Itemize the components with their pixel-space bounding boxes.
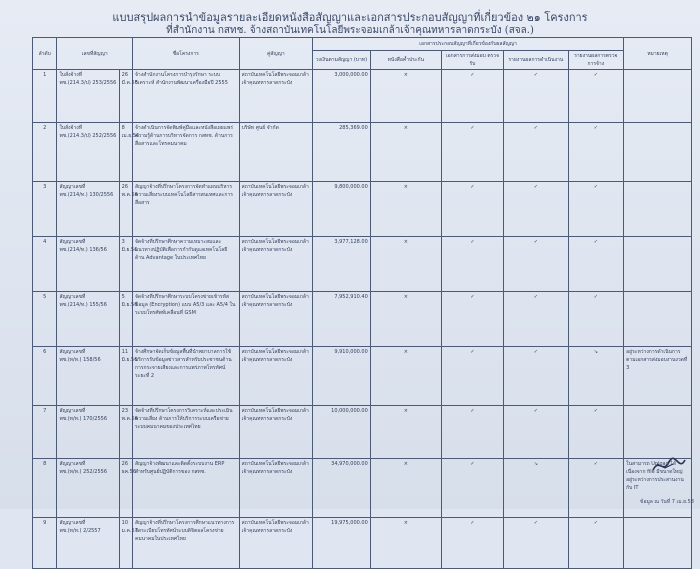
- row-project: จ้างสำนักงานโครงการบำรุงรักษา ระบบ วิเคราะห์ สำนักงานพัฒนาเครื่องมือปี 2555: [132, 70, 239, 123]
- row-project: สัญญาจ้างที่ปรึกษาโครงการจัดทำแผนบริหารความเสี่ยงระบบเทคโนโลยีสารสนเทศและการสื่อสาร: [132, 182, 239, 237]
- row-contractor: สถาบันเทคโนโลยีพระจอมเกล้าเจ้าคุณทหารลาดกระบัง: [239, 292, 312, 347]
- row-project: จัดจ้างที่ปรึกษาโครงการวิเคราะห์และประเมินความเสี่ยง ด้านการให้บริการระบบเครือข่ายระบบคมนาคมของประเทศไทย: [132, 406, 239, 459]
- row-contract-no: [57, 70, 119, 123]
- row-mark-guarantee: ×: [370, 518, 441, 569]
- row-contract-type: สัญญาเลขที่: [59, 461, 86, 467]
- row-contractor: สถาบันเทคโนโลยีพระจอมเกล้าเจ้าคุณทหารลาดกระบัง: [239, 518, 312, 569]
- row-mark-committee: ✓: [568, 518, 624, 569]
- row-mark-committee: ✓: [568, 406, 624, 459]
- row-day: [119, 292, 138, 347]
- row-amount: 10,000,000.00: [312, 406, 370, 459]
- row-date-month: มิ.ย.56: [121, 302, 138, 308]
- header-report: รายงานผลการดำเนินงาน: [504, 51, 568, 70]
- row-remarks: [624, 182, 692, 237]
- row-no: 9: [33, 518, 57, 569]
- row-date-month: พ.ค.56: [121, 192, 138, 198]
- row-contract-no: [57, 123, 119, 182]
- row-contract-no: [57, 292, 119, 347]
- row-mark-inspection: ✓: [441, 70, 503, 123]
- row-mark-committee: ↘: [568, 347, 624, 406]
- row-contractor: สถาบันเทคโนโลยีพระจอมเกล้าเจ้าคุณทหารลาดกระบัง: [239, 347, 312, 406]
- row-mark-inspection: ✓: [441, 292, 503, 347]
- row-amount: 285,369.00: [312, 123, 370, 182]
- row-project: สัญญาจ้างพัฒนาและติดตั้งระบบงาน ERP สำหรับศูนย์ปฏิบัติการของ กสทช.: [132, 459, 239, 518]
- row-date-day: 8: [121, 125, 125, 131]
- row-contract-type: สัญญาเลขที่: [59, 294, 86, 300]
- row-mark-guarantee: ×: [370, 347, 441, 406]
- row-date-day: 5: [121, 294, 125, 300]
- row-contract-type: สัญญาเลขที่: [59, 239, 86, 245]
- row-project: จ้างดำเนินการจัดพิมพ์คู่มือและหนังสือเผยแพร่ความรู้ด้านการบริหารจัดการ กสทช. ด้านการสื่อสารและโทรคมนาคม: [132, 123, 239, 182]
- row-contract-no: [57, 182, 119, 237]
- row-contract-type: สัญญาเลขที่: [59, 520, 86, 526]
- row-project: จัดจ้างที่ปรึกษาศึกษาความเหมาะสมและแนวทางปฏิบัติเพื่อการกำกับดูแลเทคโนโลยี ด้าน Advantage ในประเทศไทย: [132, 237, 239, 292]
- row-contract-no: [57, 459, 119, 518]
- row-mark-report: ✓: [504, 70, 568, 123]
- row-no: 8: [33, 459, 57, 518]
- row-no: 3: [33, 182, 57, 237]
- header-docs-group: เอกสารประกอบสัญญาที่เกี่ยวข้องกับผลสัญญา: [312, 38, 623, 51]
- row-date-day: 26: [121, 461, 129, 467]
- header-no: ลำดับ: [33, 38, 57, 70]
- row-mark-committee: ✓: [568, 237, 624, 292]
- row-remarks: [624, 237, 692, 292]
- row-no: 6: [33, 347, 57, 406]
- row-date-day: 26: [121, 72, 129, 78]
- row-mark-inspection: ✓: [441, 406, 503, 459]
- row-date-month: ม.ค.57: [121, 528, 138, 534]
- row-contractor: สถาบันเทคโนโลยีพระจอมเกล้าเจ้าคุณทหารลาดกระบัง: [239, 182, 312, 237]
- header-amount: วงเงินตามสัญญา (บาท): [312, 51, 370, 70]
- contract-summary-table: [32, 37, 692, 569]
- header-remarks: หมายเหตุ: [624, 38, 692, 70]
- row-date-month: ธค.56: [121, 469, 137, 475]
- header-guarantee: หนังสือค้ำประกัน: [370, 51, 441, 70]
- row-mark-report: ↘: [504, 459, 568, 518]
- row-amount: 9,800,000.00: [312, 182, 370, 237]
- row-mark-committee: ✓: [568, 70, 624, 123]
- row-amount: 19,975,000.00: [312, 518, 370, 569]
- row-contract-no: [57, 518, 119, 569]
- row-contract-number: พช.(214.3/ป) 252/2556: [59, 133, 117, 139]
- row-contract-no: [57, 406, 119, 459]
- row-date-month: พ.ค.56: [121, 416, 138, 422]
- row-contract-type: ใบสั่งจ้างที่: [59, 125, 83, 131]
- row-project: จ้างศึกษาจัดเก็บข้อมูลพื้นที่นำพยาบาลการใช้บริการรับข้อมูลข่าวสารสำหรับประชาชนด้านการกระจายเสียงและการแพร่ภาพโทรทัศน์ ระยะที่ 2: [132, 347, 239, 406]
- row-contract-type: ใบสั่งจ้างที่: [59, 72, 83, 78]
- signature-mark: [651, 452, 687, 476]
- row-date-month: มิ.ย.56: [121, 357, 138, 363]
- row-contract-number: พช.(ท/ท.) 170/2556: [59, 416, 108, 422]
- row-contract-type: สัญญาเลขที่: [59, 349, 86, 355]
- row-contract-number: พช.(ท/ท.) 252/2556: [59, 469, 108, 475]
- table-row: [33, 292, 692, 347]
- row-contractor: สถาบันเทคโนโลยีพระจอมเกล้าเจ้าคุณทหารลาดกระบัง: [239, 70, 312, 123]
- row-amount: 3,000,000.00: [312, 70, 370, 123]
- row-remarks: [624, 70, 692, 123]
- row-mark-guarantee: ×: [370, 459, 441, 518]
- row-no: 1: [33, 70, 57, 123]
- row-contract-number: พช.(214/ท.) 130/2556: [59, 192, 114, 198]
- row-day: [119, 406, 138, 459]
- table-row: [33, 70, 692, 123]
- row-date-day: 3: [121, 239, 125, 245]
- row-amount: 7,952,910.40: [312, 292, 370, 347]
- row-date-month: มิ.ย.56: [121, 247, 138, 253]
- row-mark-inspection: ✓: [441, 347, 503, 406]
- footer-date: ข้อมูล ณ วันที่ 7 เม.ย.58: [640, 499, 694, 505]
- row-day: [119, 459, 137, 518]
- row-no: 5: [33, 292, 57, 347]
- row-mark-guarantee: ×: [370, 406, 441, 459]
- header-contractor: คู่สัญญา: [239, 38, 312, 70]
- row-no: 4: [33, 237, 57, 292]
- row-remarks: [624, 518, 692, 569]
- row-contractor: บริษัท ศูนย์ จำกัด: [239, 123, 312, 182]
- row-project: สัญญาจ้างที่ปรึกษาโครงการศึกษาแนวทางการจัดระเบียบโทรทัศน์ระบบดิจิตอลโครงข่ายคมนาคมในประเทศไทย: [132, 518, 239, 569]
- table-row: [33, 406, 692, 459]
- row-mark-guarantee: ×: [370, 237, 441, 292]
- row-date-month: มี.ค.56: [121, 80, 138, 86]
- table-row: [33, 182, 692, 237]
- row-day: [119, 123, 140, 182]
- row-day: [119, 518, 138, 569]
- row-mark-report: ✓: [504, 518, 568, 569]
- row-mark-committee: ✓: [568, 123, 624, 182]
- row-amount: 34,970,000.00: [312, 459, 370, 518]
- row-mark-report: ✓: [504, 123, 568, 182]
- row-date-day: 10: [121, 520, 129, 526]
- row-mark-committee: ✓: [568, 182, 624, 237]
- row-mark-report: ✓: [504, 182, 568, 237]
- row-amount: 9,910,000.00: [312, 347, 370, 406]
- row-contractor: สถาบันเทคโนโลยีพระจอมเกล้าเจ้าคุณทหารลาดกระบัง: [239, 406, 312, 459]
- row-contractor: สถาบันเทคโนโลยีพระจอมเกล้าเจ้าคุณทหารลาดกระบัง: [239, 459, 312, 518]
- row-remarks: ในสามารถ Upload ได้ เนื่องจาก file มีขนาดใหญ่ อยู่ระหว่างการประสานงานกับ IT: [624, 459, 692, 518]
- row-contract-number: พช.(ท/ท.) 2/2557: [59, 528, 101, 534]
- table-row: [33, 347, 692, 406]
- row-mark-report: ✓: [504, 347, 568, 406]
- row-mark-guarantee: ×: [370, 70, 441, 123]
- row-mark-report: ✓: [504, 237, 568, 292]
- row-mark-inspection: ✓: [441, 123, 503, 182]
- row-mark-inspection: ✓: [441, 182, 503, 237]
- row-contract-type: สัญญาเลขที่: [59, 184, 86, 190]
- row-remarks: [624, 123, 692, 182]
- row-contract-no: [57, 237, 119, 292]
- row-mark-report: ✓: [504, 406, 568, 459]
- row-contract-number: พช.(214.3/ป) 253/2556: [59, 80, 117, 86]
- row-date-day: 26: [121, 184, 129, 190]
- header-inspection: เอกสารการส่งมอบ ตรวจรับ: [441, 51, 503, 70]
- row-mark-guarantee: ×: [370, 182, 441, 237]
- document-title: แบบสรุปผลการนำข้อมูลรายละเอียดหนังสือสัญญาและเอกสารประกอบสัญญาที่เกี่ยวข้อง ๒๑ โครงการ: [112, 11, 588, 24]
- row-remarks: [624, 406, 692, 459]
- row-contract-number: พช.(214/ท.) 136/56: [59, 247, 107, 253]
- row-mark-guarantee: ×: [370, 123, 441, 182]
- row-contract-no: [57, 347, 119, 406]
- row-day: [119, 182, 138, 237]
- table-row: [33, 237, 692, 292]
- row-day: [119, 70, 138, 123]
- row-mark-inspection: ✓: [441, 237, 503, 292]
- row-mark-report: ✓: [504, 292, 568, 347]
- row-date-day: 23: [121, 408, 129, 414]
- row-remarks: [624, 292, 692, 347]
- row-date-month: เม.ย.56: [121, 133, 140, 139]
- row-mark-inspection: ✓: [441, 459, 503, 518]
- row-day: [119, 237, 138, 292]
- row-amount: 3,977,128.00: [312, 237, 370, 292]
- row-date-day: 11: [121, 349, 129, 355]
- row-mark-inspection: ✓: [441, 518, 503, 569]
- header-contract-no: เลขที่สัญญา: [57, 38, 133, 70]
- row-mark-guarantee: ×: [370, 292, 441, 347]
- table-row: [33, 459, 692, 518]
- row-no: 2: [33, 123, 57, 182]
- row-remarks: อยู่ระหว่างการดำเนินการตามเอกสารส่งมอบงานงวดที่ 3: [624, 347, 692, 406]
- table-row: [33, 518, 692, 569]
- row-contract-number: พช.(ท/ท.) 158/56: [59, 357, 101, 363]
- row-no: 7: [33, 406, 57, 459]
- row-contract-number: พช.(214/ท.) 155/56: [59, 302, 107, 308]
- row-project: จัดจ้างที่ปรึกษาศึกษาระบบโครงข่ายเข้ารหัสข้อมูล (Encryption) แบบ A5/3 และ A5/4 ในระบบโทรศัพท์เคลื่อนที่ GSM: [132, 292, 239, 347]
- table-row: [33, 123, 692, 182]
- document-subtitle: ที่สำนักงาน กสทช. จ้างสถาบันเทคโนโลยีพระจอมเกล้าเจ้าคุณทหารลาดกระบัง (สจล.): [166, 25, 534, 36]
- row-mark-committee: ✓: [568, 459, 624, 518]
- row-contract-type: สัญญาเลขที่: [59, 408, 86, 414]
- row-day: [119, 347, 138, 406]
- header-committee: รายงานผลการตรวจการจ้าง: [568, 51, 624, 70]
- row-mark-committee: ✓: [568, 292, 624, 347]
- row-contractor: สถาบันเทคโนโลยีพระจอมเกล้าเจ้าคุณทหารลาดกระบัง: [239, 237, 312, 292]
- header-project: ชื่อโครงการ: [132, 38, 239, 70]
